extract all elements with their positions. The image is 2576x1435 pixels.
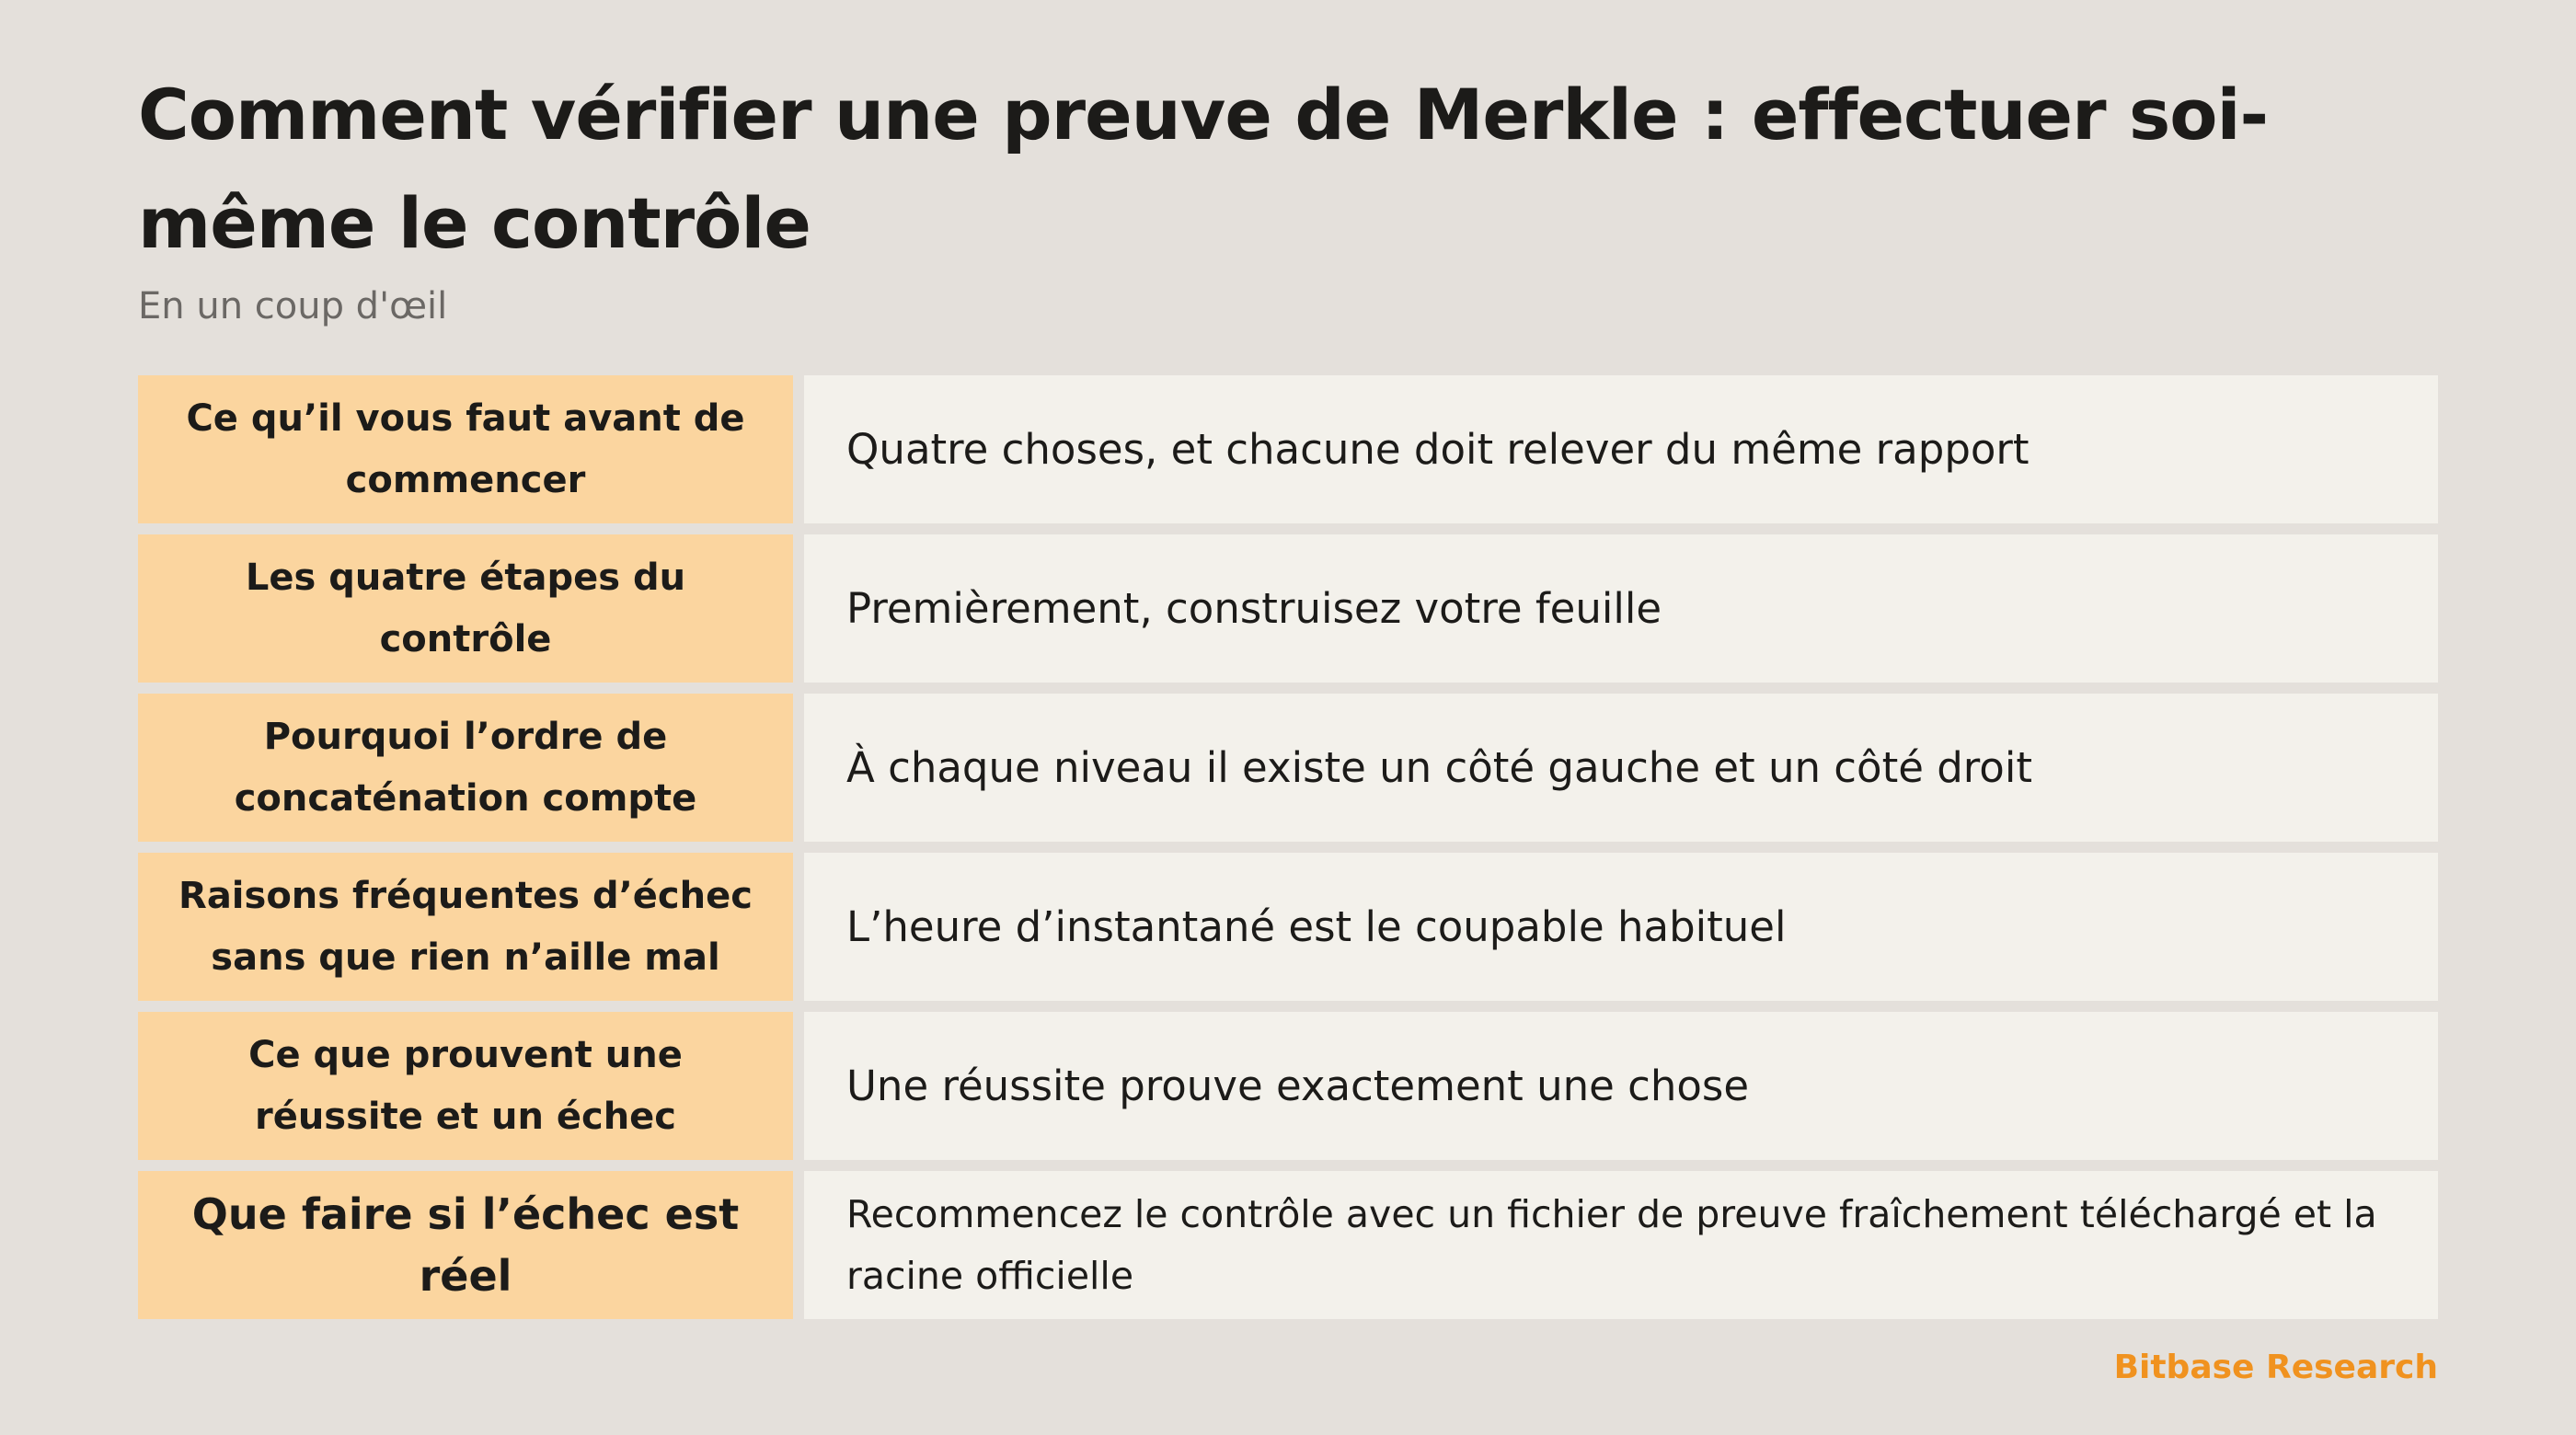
page-header (138, 61, 2438, 331)
page-title: Comment vérifier une preuve de Merkle : effectuer soi-même le contrôle (138, 74, 2269, 264)
brand-footer: Bitbase Research (2113, 1349, 2438, 1386)
row-value: Recommencez le contrôle avec un fichier de preuve fraîchement téléchargé et la racine officielle (804, 1171, 2438, 1319)
table-row (138, 694, 2438, 842)
row-heading: Ce que prouvent une réussite et un échec (138, 1012, 793, 1160)
row-heading: Raisons fréquentes d’échec sans que rien n’aille mal (138, 853, 793, 1001)
table-row (138, 1012, 2438, 1160)
table-row (138, 1171, 2438, 1319)
row-value: Premièrement, construisez votre feuille (804, 534, 2438, 683)
row-value: Quatre choses, et chacune doit relever du même rapport (804, 375, 2438, 523)
row-heading: Les quatre étapes du contrôle (138, 534, 793, 683)
page-subtitle: En un coup d'œil (138, 285, 448, 327)
row-value: L’heure d’instantané est le coupable habituel (804, 853, 2438, 1001)
table-row (138, 534, 2438, 683)
summary-table (138, 375, 2438, 1319)
table-row (138, 853, 2438, 1001)
row-heading: Ce qu’il vous faut avant de commencer (138, 375, 793, 523)
row-value: Une réussite prouve exactement une chose (804, 1012, 2438, 1160)
row-heading: Que faire si l’échec est réel (138, 1171, 793, 1319)
table-row (138, 375, 2438, 523)
row-value: À chaque niveau il existe un côté gauche et un côté droit (804, 694, 2438, 842)
row-heading: Pourquoi l’ordre de concaténation compte (138, 694, 793, 842)
